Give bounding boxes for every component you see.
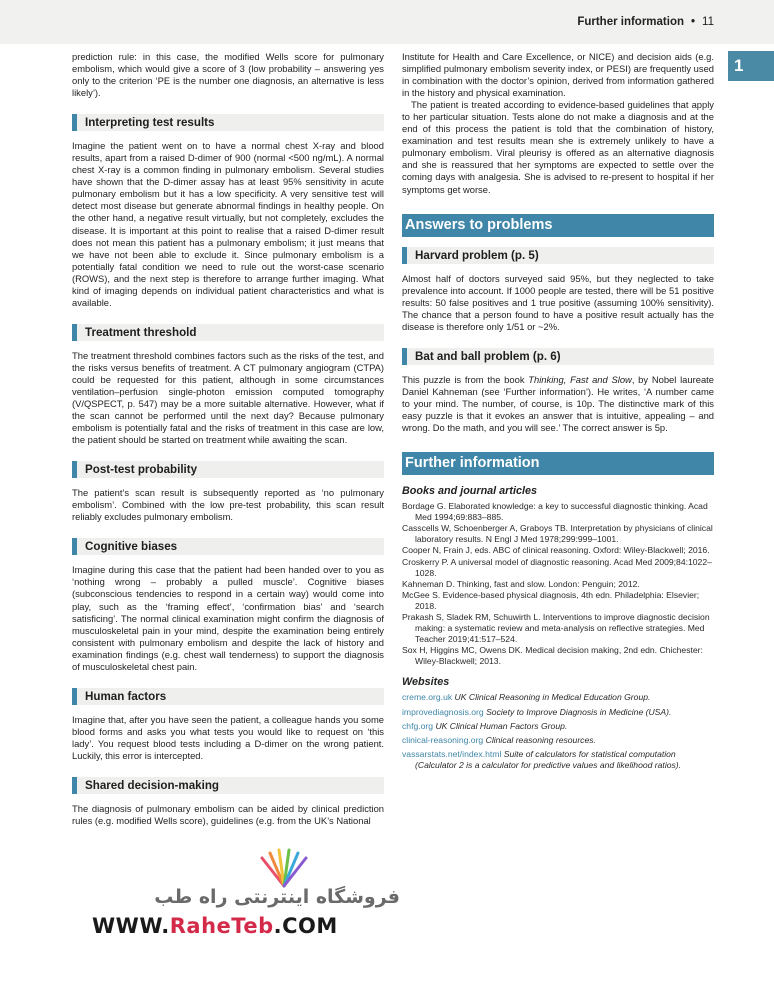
books-heading: Books and journal articles	[402, 485, 537, 498]
paragraph: The patient’s scan result is subsequently reported as ‘no pulmonary embolism’. Combined with the low pre-test probability, this scan result reliably excludes pulmonary embolism.	[72, 487, 384, 523]
website-link[interactable]: clinical-reasoning.org	[402, 734, 484, 745]
website-item: vassarstats.net/index.html Suite of calculators for statistical computation (Calculator 2 is a calculator for predictive values and likelihood ratios).	[402, 748, 682, 770]
website-link[interactable]: vassarstats.net/index.html	[402, 748, 502, 759]
reference-item: Casscells W, Schoenberger A, Graboys TB. Interpretation by physicians of clinical laboratory results. N Engl J Med 1978;299:999–1001.	[402, 523, 713, 545]
website-item: chfg.org UK Clinical Human Factors Group.	[402, 720, 568, 731]
paragraph: Institute for Health and Care Excellence, or NICE) and decision aids (e.g. simplified pulmonary embolism severity index, or PESI) are frequently used in combination with the doctor’s opinion, derived from information gathered in the history and physical examination.	[402, 51, 714, 99]
reference-item: Kahneman D. Thinking, fast and slow. London: Penguin; 2012.	[402, 578, 640, 589]
websites-heading: Websites	[402, 676, 450, 689]
section-heading: Human factors	[72, 688, 384, 705]
reference-item: Cooper N, Frain J, eds. ABC of clinical reasoning. Oxford: Wiley-Blackwell; 2016.	[402, 545, 710, 556]
paragraph: Imagine that, after you have seen the patient, a colleague hands you some blood forms and asks you what tests you would like to request on ‘this lady’. You request blood tests including a D-dimer on the wrong patient. Luckily, this error is intercepted.	[72, 713, 384, 761]
paragraph: The diagnosis of pulmonary embolism can be aided by clinical prediction rules (e.g. modified Wells score), guidelines (e.g. from the UK’s National	[72, 802, 384, 827]
paragraph: The patient is treated according to evidence-based guidelines that apply to her particular situation. Tests alone do not make a diagnosis and at the end of this process the patient is told that the combination of history, examination and test results mean she is extremely unlikely to have a pulmonary embolism. Viral pleurisy is offered as an alternative diagnosis and she is reassured that her symptoms are expected to settle over the coming days with analgesia. She is advised to re-present to hospital if her symptoms get worse.	[402, 99, 714, 195]
paragraph: The treatment threshold combines factors such as the risks of the test, and the risks versus benefits of treatment. A CT pulmonary angiogram (CTPA) could be requested for this patient, although in some circumstances ventilation–perfusion single-photon emission computed tomography (V/QSPECT, p. 547) may be a more suitable alternative. However, what if the scan cannot be performed until the next day? Because pulmonary embolism is potentially fatal and the risks of treatment in this case are low, the patient should be started on treatment while awaiting the scan.	[72, 349, 384, 446]
section-heading: Harvard problem (p. 5)	[402, 247, 714, 264]
paragraph: Imagine during this case that the patient had been handed over to you as ‘nothing wrong – probably a pulled muscle’. Cognitive biases (subconscious tendencies to respond in a certain way) would come into play, such as the ‘framing effect’, ‘confirmation bias’ and ‘search satisficing’. The normal clinical examination might confirm the diagnosis of musculoskeletal pain in your mind, despite the examination being entirely consistent with pulmonary embolism and despite the lack of history and examination findings (e.g. chest wall tenderness) to support the diagnosis of musculoskeletal chest pain.	[72, 564, 384, 672]
intro-paragraph: prediction rule: in this case, the modified Wells score for pulmonary embolism, which would give a score of 3 (low probability – answering yes only to the criterion ‘PE is the number one diagnosis, an alternative is less likely’).	[72, 51, 384, 99]
website-item: creme.org.uk UK Clinical Reasoning in Medical Education Group.	[402, 692, 651, 703]
running-title: Further information • 11	[577, 16, 714, 28]
section-heading: Interpreting test results	[72, 114, 384, 131]
paragraph: Almost half of doctors surveyed said 95%, but they neglected to take prevalence into account. If 1000 people are tested, there will be 51 positive results: 50 false positives and 1 true positive (assuming 100% sensitivity). The chance that a person found to have a positive result actually has the disease is therefore only 1/51 or ~2%.	[402, 272, 714, 332]
left-column	[72, 51, 384, 827]
chapter-tab: 1	[728, 51, 774, 81]
website-item: clinical-reasoning.org Clinical reasoning resources.	[402, 734, 596, 745]
further-heading: Further information	[402, 452, 714, 475]
watermark-logo-icon	[244, 848, 324, 888]
website-list	[402, 692, 714, 771]
website-link[interactable]: improvediagnosis.org	[402, 706, 484, 717]
watermark	[62, 848, 400, 948]
right-column	[402, 51, 714, 774]
reference-item: Prakash S, Sladek RM, Schuwirth L. Interventions to improve diagnostic decision making: a systematic review and meta-analysis on reflective strategies. Med Teacher 2019;41:517–524.	[402, 611, 710, 645]
website-link[interactable]: creme.org.uk	[402, 692, 453, 703]
reference-item: Sox H, Higgins MC, Owens DK. Medical decision making, 2nd edn. Chichester: Wiley-Blackwell; 2013.	[402, 645, 703, 667]
section-heading: Treatment threshold	[72, 324, 384, 341]
reference-list	[402, 501, 714, 667]
paragraph: This puzzle is from the book Thinking, Fast and Slow, by Nobel laureate Daniel Kahneman (see ‘Further information’). He writes, ‘A number came to your mind. The number, of course, is 10p. The distinctive mark of this easy puzzle is that it evokes an answer that is intuitive, appealing – and wrong. Do the math, and you will see.’ The correct answer is 5p.	[402, 373, 714, 433]
page-number: 11	[702, 16, 714, 28]
reference-item: Croskerry P. A universal model of diagnostic reasoning. Acad Med 2009;84:1022–1028.	[402, 556, 712, 578]
reference-item: McGee S. Evidence-based physical diagnosis, 4th edn. Philadelphia: Elsevier; 2018.	[402, 589, 700, 611]
section-heading: Post-test probability	[72, 461, 384, 478]
watermark-text: فروشگاه اینترنتی راه طب	[154, 886, 400, 908]
section-heading: Cognitive biases	[72, 538, 384, 555]
section-heading: Bat and ball problem (p. 6)	[402, 348, 714, 365]
website-link[interactable]: chfg.org	[402, 720, 434, 731]
section-heading: Shared decision-making	[72, 777, 384, 794]
answers-heading: Answers to problems	[402, 214, 714, 237]
website-item: improvediagnosis.org Society to Improve Diagnosis in Medicine (USA).	[402, 706, 672, 717]
reference-item: Bordage G. Elaborated knowledge: a key to successful diagnostic thinking. Acad Med 1994;69:883–885.	[402, 501, 708, 523]
book-title: Thinking, Fast and Slow	[528, 373, 632, 385]
watermark-url: WWW.RaheTeb.COM	[92, 914, 338, 938]
paragraph: Imagine the patient went on to have a normal chest X-ray and blood results, apart from a raised D-dimer of 900 (normal <500 ng/mL). A normal chest X-ray is a common finding in pulmonary embolism. Several studies have shown that the D-dimer assay has at least 95% sensitivity in acute pulmonary embolism but it has a low specificity. A very sensitive test will detect most disease but generate abnormal findings in healthy people. On the other hand, a negative result virtually, but not completely, excludes the disease. It is important at this point to realise that a raised D-dimer result does not mean this patient has a pulmonary embolism; it just means that we have not been able to exclude it. Since pulmonary embolism is a potentially fatal condition we need to rule out the worst-case scenario (ROWS), and the next step is therefore to arrange further imaging. What kind of imaging depends on individual patient characteristics and what is available.	[72, 140, 384, 308]
